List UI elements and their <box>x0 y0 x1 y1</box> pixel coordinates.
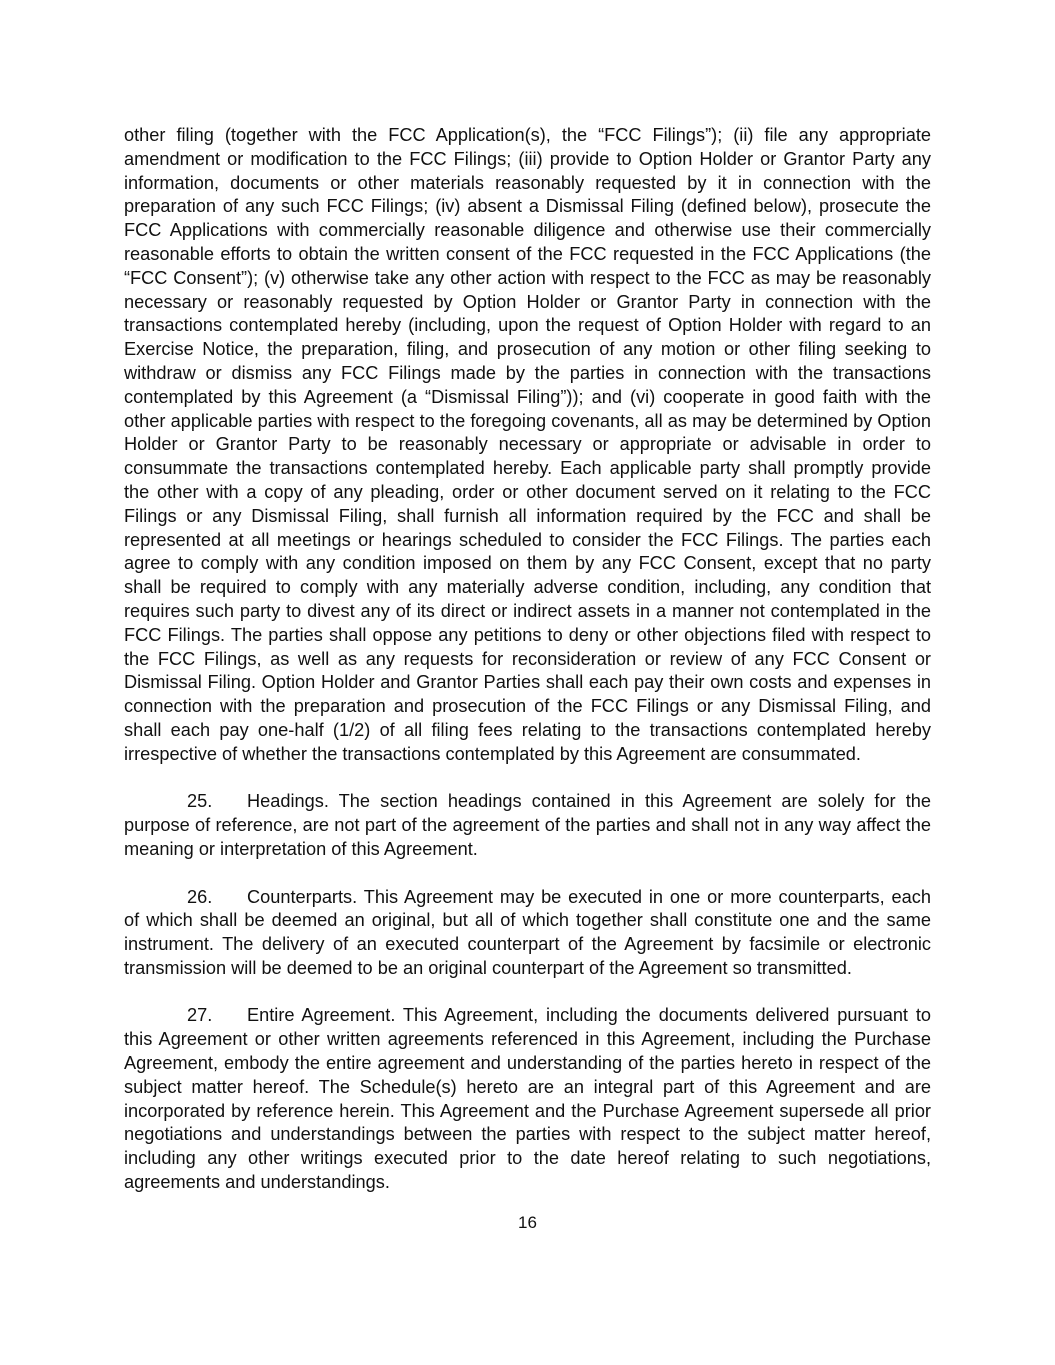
page-number: 16 <box>518 1213 537 1232</box>
document-body <box>124 124 931 1195</box>
section-text: Entire Agreement. This Agreement, including the documents delivered pursuant to this Agreement or other written agreements referenced in this Agreement, including the Purchase Agreement, embody the entire agreement and understanding of the parties hereto in respect of the subject matter hereof. The Schedule(s) hereto are an integral part of this Agreement and are incorporated by reference herein. This Agreement and the Purchase Agreement supersede all prior negotiations and understandings between the parties with respect to the subject matter hereof, including any other writings executed prior to the date hereof relating to such negotiations, agreements and understandings. <box>124 1005 931 1193</box>
section-text: Counterparts. This Agreement may be executed in one or more counterparts, each of which shall be deemed an original, but all of which together shall constitute one and the same instrument. The delivery of an executed counterpart of the Agreement by facsimile or electronic transmission will be deemed to be an original counterpart of the Agreement so transmitted. <box>124 886 931 978</box>
section-27-entire-agreement <box>124 1004 931 1194</box>
section-number: 26. <box>187 886 213 907</box>
section-text: Headings. The section headings contained in this Agreement are solely for the purpose of reference, are not part of the agreement of the parties and shall not in any way affect the meaning or interpretation of this Agreement. <box>124 791 931 859</box>
section-26-counterparts <box>124 886 931 981</box>
continuation-paragraph: other filing (together with the FCC Application(s), the “FCC Filings”); (ii) file any appropriate amendment or modification to the FCC Filings; (iii) provide to Option Holder or Grantor Party any information, documents or other materials reasonably requested by it in connection with the preparation of any such FCC Filings; (iv) absent a Dismissal Filing (defined below), prosecute the FCC Applications with commercially reasonable diligence and otherwise use their commercially reasonable efforts to obtain the written consent of the FCC requested in the FCC Applications (the “FCC Consent”); (v) otherwise take any other action with respect to the FCC as may be reasonably necessary or reasonably requested by Option Holder or Grantor Party in connection with the transactions contemplated hereby (including, upon the request of Option Holder with regard to an Exercise Notice, the preparation, filing, and prosecution of any motion or other filing seeking to withdraw or dismiss any FCC Filings made by the parties in connection with the transactions contemplated by this Agreement (a “Dismissal Filing”)); and (vi) cooperate in good faith with the other applicable parties with respect to the foregoing covenants, all as may be determined by Option Holder or Grantor Party to be reasonably necessary or appropriate or advisable in order to consummate the transactions contemplated hereby. Each applicable party shall promptly provide the other with a copy of any pleading, order or other document served on it relating to the FCC Filings or any Dismissal Filing, shall furnish all information required by the FCC and shall be represented at all meetings or hearings scheduled to consider the FCC Filings. The parties each agree to comply with any condition imposed on them by any FCC Consent, except that no party shall be required to comply with any materially adverse condition, including, any condition that requires such party to divest any of its direct or indirect assets in a manner not contemplated in the FCC Filings. The parties shall oppose any petitions to deny or other objections filed with respect to the FCC Filings, as well as any requests for reconsideration or review of any FCC Consent or Dismissal Filing. Option Holder and Grantor Parties shall each pay their own costs and expenses in connection with the preparation and prosecution of the FCC Filings or any Dismissal Filing, and shall each pay one-half (1/2) of all filing fees relating to the transactions contemplated hereby irrespective of whether the transactions contemplated by this Agreement are consummated. <box>124 125 931 764</box>
section-number: 25. <box>187 791 213 812</box>
section-25-headings <box>124 790 931 861</box>
section-number: 27. <box>187 1005 213 1026</box>
